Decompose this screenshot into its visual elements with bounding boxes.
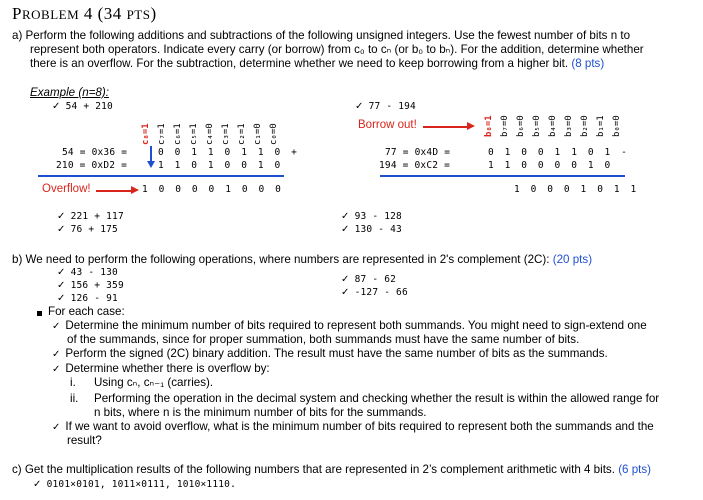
a-exercise-2: ✓ 76 + 175: [57, 224, 118, 235]
part-b-line1-text: b) We need to perform the following operations, where numbers are represented in 2's complement (2C):: [12, 253, 550, 266]
b-item-1-line1: ✓ Determine the minimum number of bits required to represent both summands. You might need to sign-extend one: [52, 319, 647, 335]
b-item-4-line2: result?: [67, 434, 102, 447]
add-row1-label: 54 = 0x36 =: [62, 147, 128, 158]
part-a-line2: represent both operators. Indicate every carry (or borrow) from c₀ to cₙ (or b₀ to bₙ). For the addition, determine whether: [30, 43, 644, 56]
b-item-4-line1: ✓ If we want to avoid overflow, what is the minimum number of bits required to represent both the summands and the: [52, 420, 654, 436]
add-sum-bar: [38, 175, 284, 177]
part-b-line1: [12, 253, 592, 268]
sub-result-bits: 1 0 0 0 1 0 1 1: [514, 184, 639, 195]
b-item-2: ✓ Perform the signed (2C) binary addition. The result must have the same number of bits as the summands.: [52, 347, 608, 363]
part-b-points: (20 pts): [552, 253, 593, 266]
title-number: 4 (34: [79, 4, 127, 23]
sub-row1-bits: 0 1 0 0 1 1 0 1 -: [488, 147, 630, 158]
title-close: ): [150, 4, 157, 23]
carry-down-arrow: [150, 146, 152, 162]
overflow-arrowhead: [131, 186, 139, 194]
sub-result-bar: [380, 175, 625, 177]
b-op-1: ✓ 43 - 130: [57, 267, 118, 278]
part-c-line1-text: c) Get the multiplication results of the following numbers that are represented in 2’s complement arithmetic with 4 bits.: [12, 463, 615, 476]
b-sub-ii-line2: n bits, where n is the minimum number of bits for the summands.: [94, 406, 427, 419]
add-row2-bits: 1 1 0 1 0 0 1 0: [158, 160, 283, 171]
borrow-b3: b₃=0: [564, 115, 574, 137]
borrow-out-arrow: [423, 126, 469, 128]
example-title: Example (n=8):: [30, 86, 109, 99]
add-result-bits: 1 0 0 0 0 1 0 0 0: [142, 184, 284, 195]
add-row1-bits: 0 0 1 1 0 1 1 0 +: [158, 147, 300, 158]
borrow-b4: b₄=0: [548, 115, 558, 137]
carry-down-arrowhead: [147, 161, 155, 168]
carry-c7: c₇=1: [157, 123, 167, 145]
sub-row2-label: 194 = 0xC2 =: [379, 160, 451, 171]
borrow-b5: b₅=0: [532, 115, 542, 137]
borrow-b7: b₇=0: [500, 115, 510, 137]
title-problem: ROBLEM: [21, 7, 80, 22]
b-sub-ii-num: ii.: [70, 392, 79, 405]
sub-row2-bits: 1 1 0 0 0 0 1 0: [488, 160, 613, 171]
part-a-line1: a) Perform the following additions and subtractions of the following unsigned integers. Use the fewest number of bits n to: [12, 29, 631, 42]
b-item-3: ✓ Determine whether there is overflow by:: [52, 362, 270, 378]
title-p: P: [12, 4, 22, 23]
b-op-2: ✓ 156 + 359: [57, 280, 124, 291]
a-exercise-3: ✓ 93 - 128: [341, 211, 402, 222]
carry-c1: c₁=0: [253, 123, 263, 145]
sub-row1-label: 77 = 0x4D =: [385, 147, 451, 158]
part-a-points: (8 pts): [571, 57, 605, 70]
carry-c5: c₅=1: [189, 123, 199, 145]
b-sub-i-num: i.: [70, 376, 76, 389]
part-c-line1: [12, 463, 651, 478]
borrow-b2: b₂=0: [580, 115, 590, 137]
part-c-points: (6 pts): [618, 463, 652, 476]
each-case-bullet: [37, 311, 42, 316]
carry-c4: c₄=0: [205, 123, 215, 145]
borrow-b0: b₀=0: [612, 115, 622, 137]
a-exercise-4: ✓ 130 - 43: [341, 224, 402, 235]
overflow-label: Overflow!: [42, 183, 91, 195]
b-sub-i: Using cₙ, cₙ₋₁ (carries).: [94, 376, 214, 389]
b-item-1-line2: of the summands, since for proper summation, both summands must have the same number of bits.: [67, 333, 580, 346]
b-op-5: ✓ -127 - 66: [341, 287, 408, 298]
carry-c3: c₃=1: [221, 123, 231, 145]
example-sub-expression: ✓ 77 - 194: [355, 101, 416, 112]
borrow-b8: b₈=1: [484, 115, 494, 137]
carry-c0: c₀=0: [269, 123, 279, 145]
carry-c2: c₂=1: [237, 123, 247, 145]
a-exercise-1: ✓ 221 + 117: [57, 211, 124, 222]
b-sub-ii-line1: Performing the operation in the decimal system and checking whether the result is within the allowed range for: [94, 392, 660, 405]
add-row2-label: 210 = 0xD2 =: [56, 160, 128, 171]
borrow-b1: b₁=1: [596, 115, 606, 137]
borrow-out-label: Borrow out!: [358, 119, 417, 131]
b-op-4: ✓ 87 - 62: [341, 274, 396, 285]
part-a-line3-text: there is an overflow. For the subtraction, determine whether we need to keep borrowing from a higher bit.: [30, 57, 569, 70]
example-add-expression: ✓ 54 + 210: [52, 101, 113, 112]
part-c-operations: ✓ 0101×0101, 1011×0111, 1010×1110.: [33, 479, 236, 490]
problem-title: [12, 4, 157, 24]
each-case-label: For each case:: [48, 305, 125, 318]
b-op-3: ✓ 126 - 91: [57, 293, 118, 304]
overflow-arrow: [96, 190, 132, 192]
part-a-line3: [30, 57, 604, 72]
carry-c6: c₆=1: [173, 123, 183, 145]
carry-c8: c₈=1: [141, 123, 151, 145]
title-pts: PTS: [126, 7, 151, 22]
borrow-b6: b₆=0: [516, 115, 526, 137]
borrow-out-arrowhead: [467, 122, 475, 130]
